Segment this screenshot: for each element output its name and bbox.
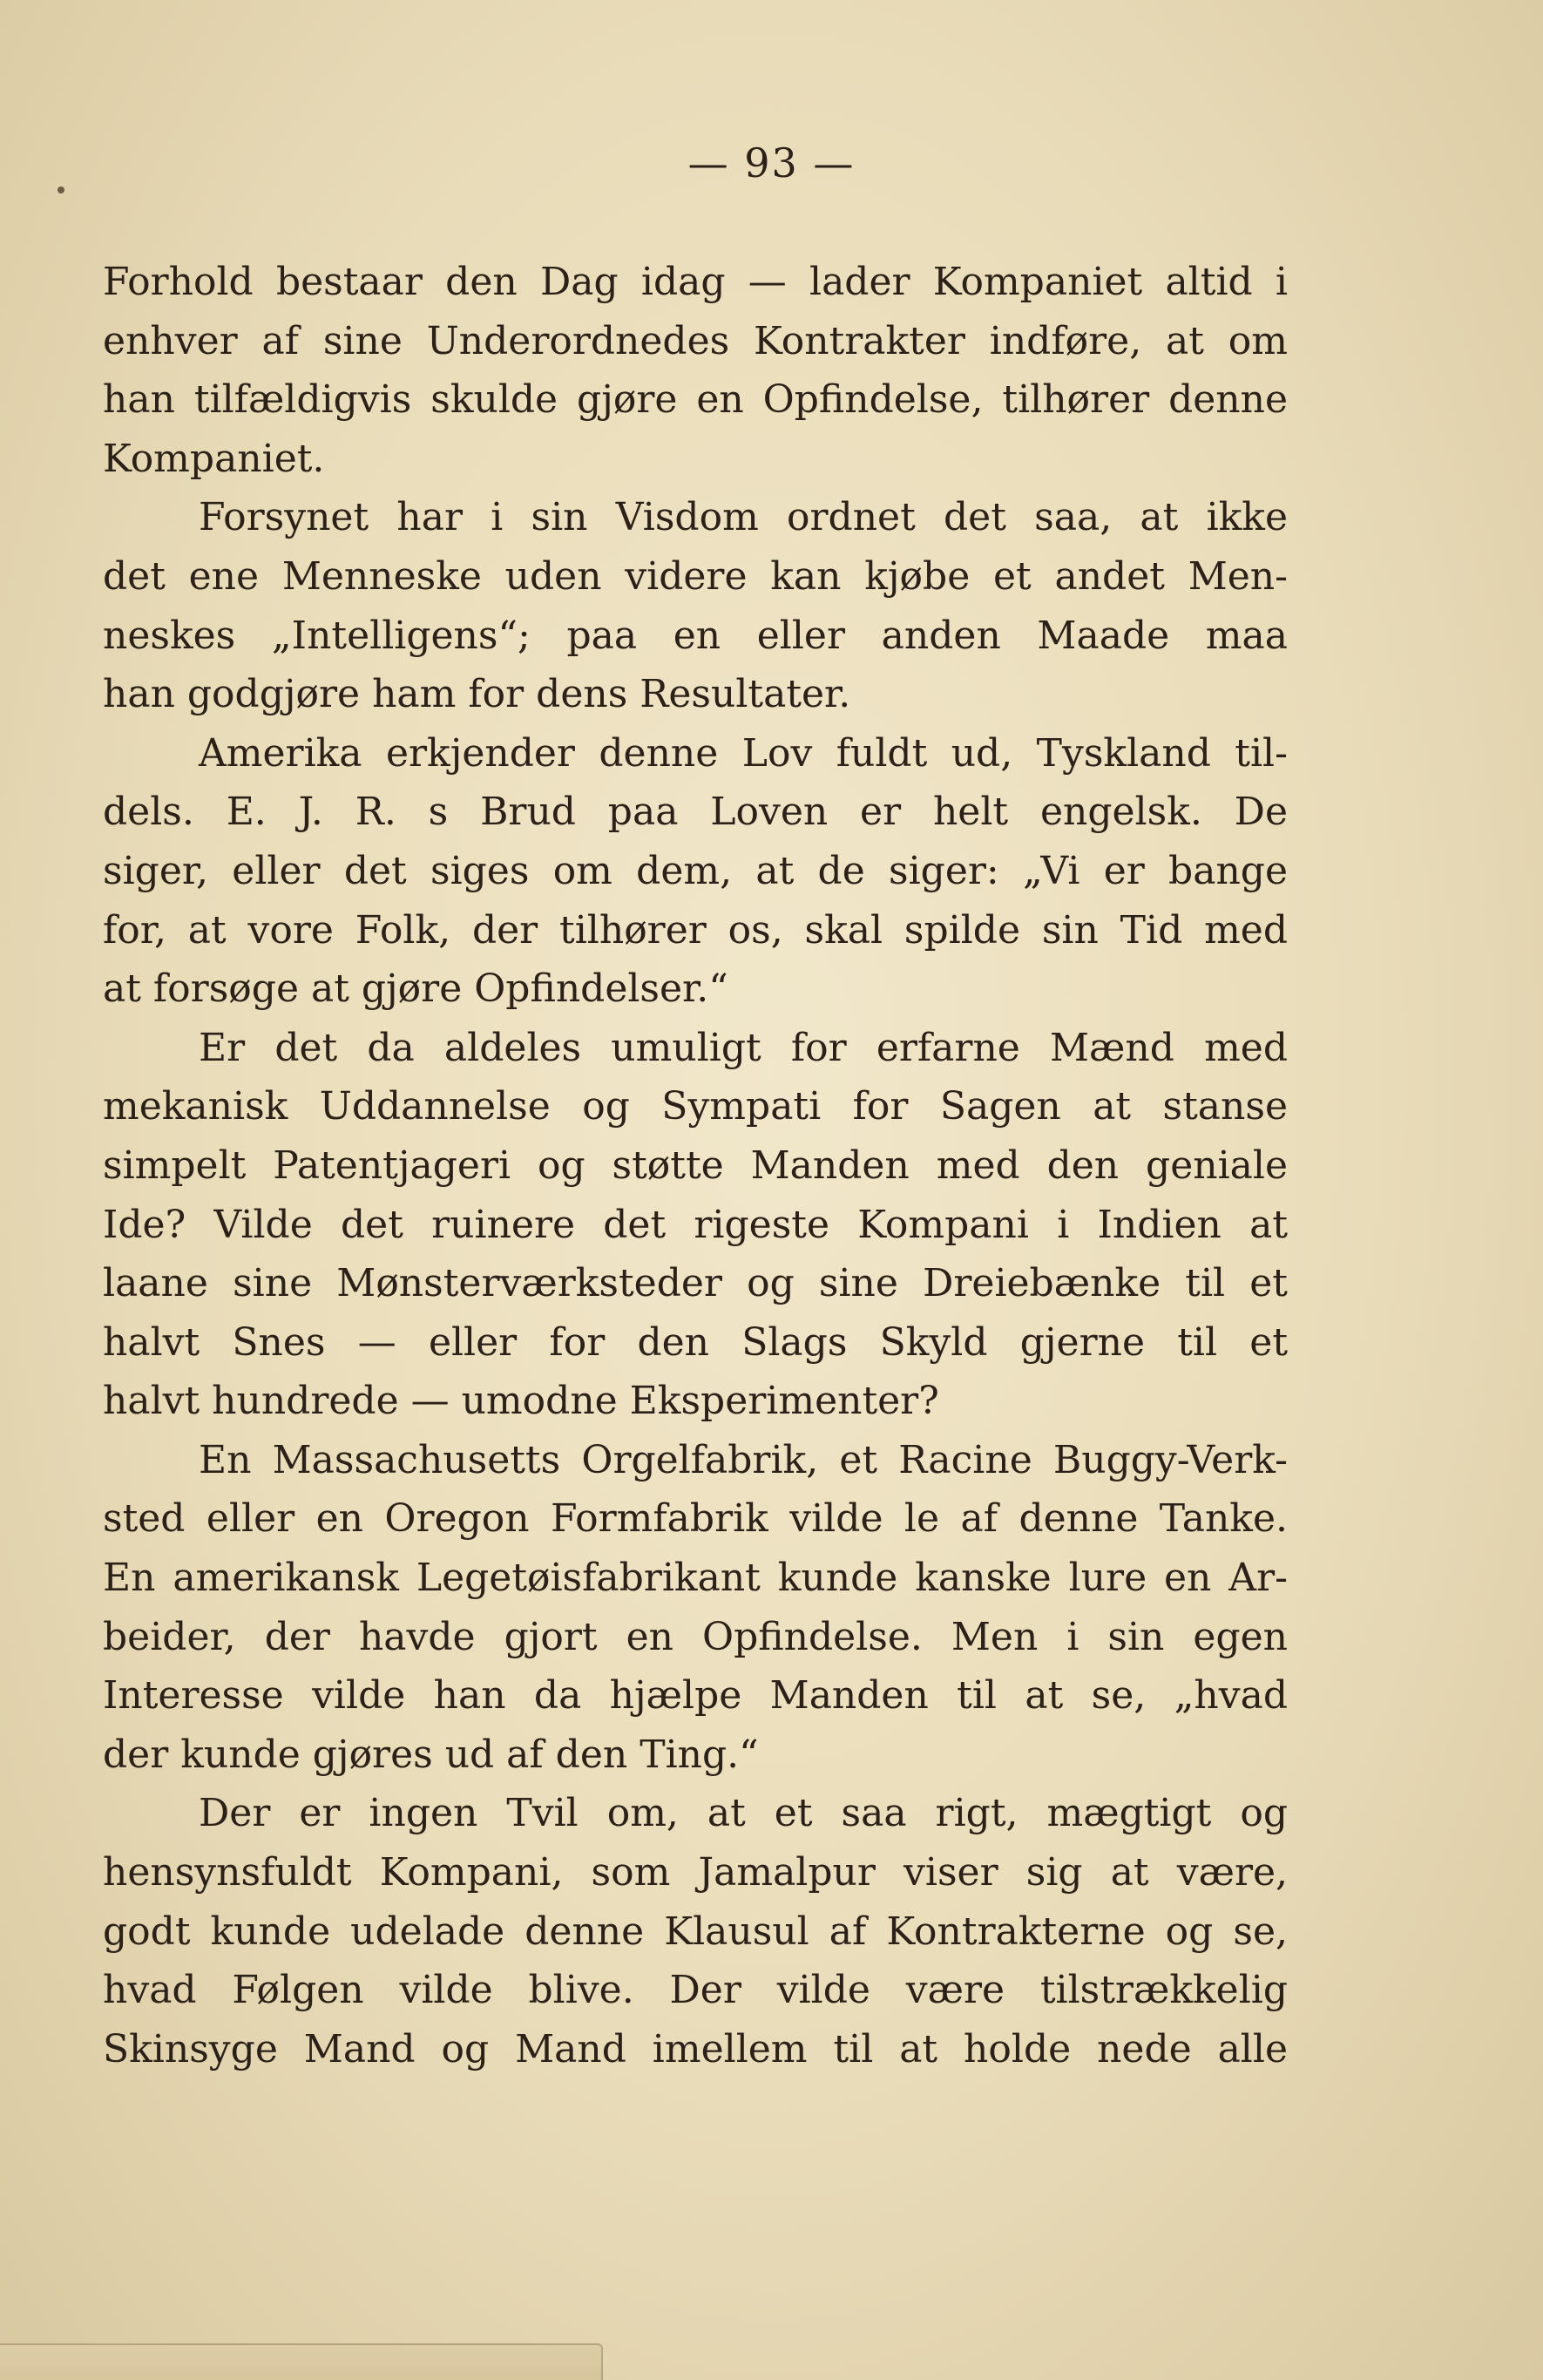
page-number: — 93 — — [687, 139, 856, 186]
text-line: han godgjøre ham for dens Resultater. — [103, 672, 851, 717]
text-line: dels. E. J. R. s Brud paa Loven er helt engelsk. De — [103, 790, 1288, 835]
text-line: halvt hundrede — umodne Eksperimenter? — [103, 1379, 939, 1424]
body-text — [103, 253, 1288, 2078]
text-line: der kunde gjøres ud af den Ting.“ — [103, 1732, 759, 1777]
text-line: hvad Følgen vilde blive. Der vilde være tilstrækkelig — [103, 1968, 1288, 2013]
text-line: beider, der havde gjort en Opfindelse. Men i sin egen — [103, 1614, 1288, 1659]
text-line: Forhold bestaar den Dag idag — lader Kompaniet altid i — [103, 260, 1288, 304]
text-line: mekanisk Uddannelse og Sympati for Sagen at stanse — [103, 1084, 1288, 1129]
text-line: at forsøge at gjøre Opfindelser.“ — [103, 966, 728, 1012]
text-line: Amerika erkjender denne Lov fuldt ud, Tyskland til- — [199, 730, 1288, 776]
ink-speck — [58, 186, 64, 193]
text-line: godt kunde udelade denne Klausul af Kontrakterne og se, — [103, 1909, 1288, 1954]
text-line: Er det da aldeles umuligt for erfarne Mænd med — [199, 1025, 1288, 1070]
text-line: simpelt Patentjageri og støtte Manden med den geniale — [103, 1143, 1288, 1188]
text-line: neskes „Intelligens“; paa en eller anden Maade maa — [103, 613, 1288, 658]
text-line: En amerikansk Legetøisfabrikant kunde kanske lure en Ar- — [103, 1556, 1288, 1601]
text-line: halvt Snes — eller for den Slags Skyld gjerne til et — [103, 1319, 1288, 1365]
text-line: laane sine Mønsterværksteder og sine Dreiebænke til et — [103, 1261, 1288, 1306]
text-line: sted eller en Oregon Formfabrik vilde le af denne Tanke. — [103, 1496, 1288, 1542]
text-line: han tilfældigvis skulde gjøre en Opfindelse, tilhører denne — [103, 377, 1288, 423]
text-line: hensynsfuldt Kompani, som Jamalpur viser sig at være, — [103, 1850, 1288, 1895]
text-line: det ene Menneske uden videre kan kjøbe et andet Men- — [103, 553, 1288, 599]
text-line: Der er ingen Tvil om, at et saa rigt, mægtigt og — [199, 1791, 1288, 1836]
text-line: Kompaniet. — [103, 436, 325, 481]
text-line: siger, eller det siges om dem, at de siger: „Vi er bange — [103, 848, 1288, 893]
text-line: Ide? Vilde det ruinere det rigeste Kompani i Indien at — [103, 1202, 1288, 1247]
text-line: for, at vore Folk, der tilhører os, skal spilde sin Tid med — [103, 907, 1288, 953]
text-line: Interesse vilde han da hjælpe Manden til at se, „hvad — [103, 1673, 1288, 1719]
text-line: Forsynet har i sin Visdom ordnet det saa, at ikke — [199, 495, 1288, 540]
text-line: En Massachusetts Orgelfabrik, et Racine Buggy-Verk- — [199, 1437, 1288, 1482]
underlying-page-edge — [0, 2343, 603, 2380]
text-line: Skinsyge Mand og Mand imellem til at holde nede alle — [103, 2026, 1288, 2071]
text-line: enhver af sine Underordnedes Kontrakter indføre, at om — [103, 318, 1288, 363]
